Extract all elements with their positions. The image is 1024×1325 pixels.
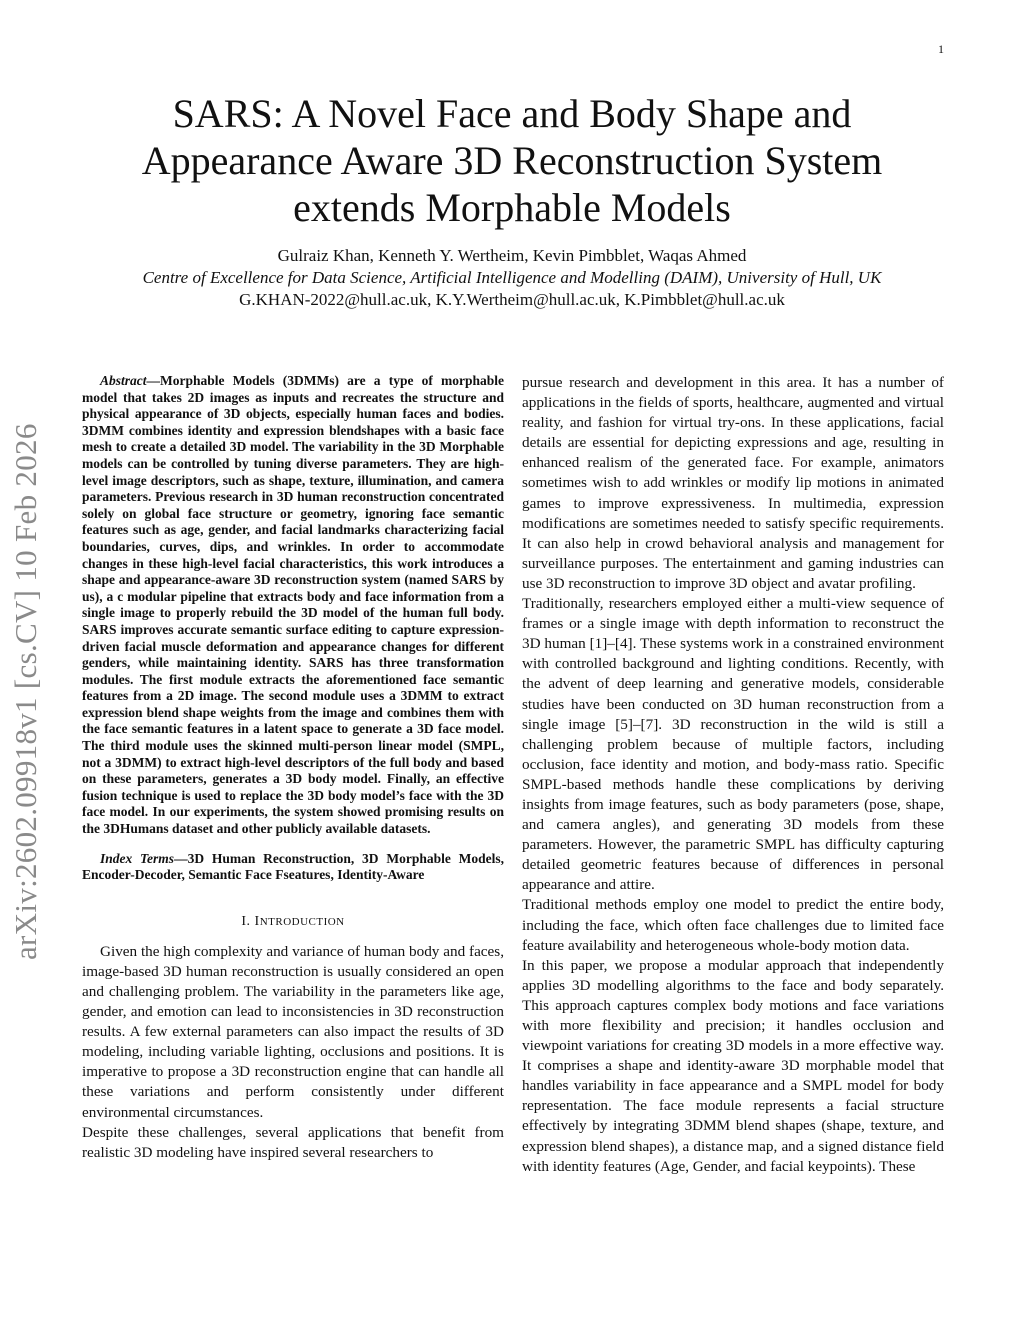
index-terms	[82, 851, 504, 884]
body-paragraph: Traditionally, researchers employed either a multi-view sequence of frames or a single image with depth information to reconstruct the 3D human [1]–[4]. These systems work in a constrained environment with controlled background and lighting conditions. Recently, with the advent of deep learning and generative models, considerable studies have been conducted on 3D human reconstruction from a single image [5]–[7]. 3D reconstruction in the wild is still a challenging problem because of multiple factors, including occlusion, face identity and motion, and body-mass ratio. Specific SMPL-based methods handle these complications by deriving insights from image features, such as body parameters (pose, shape, and camera angles), and generating 3D models from these parameters. However, the parametric SMPL has difficulty capturing detailed geometric features because of differences in personal appearance and attire.	[522, 595, 944, 894]
abstract-label: Abstract	[100, 373, 147, 388]
author-list: Gulraiz Khan, Kenneth Y. Wertheim, Kevin Pimbblet, Waqas Ahmed	[277, 246, 747, 265]
right-column	[522, 373, 944, 1177]
abstract-text: —Morphable Models (3DMMs) are a type of morphable model that takes 2D images as inputs and recreates the structure and physical appearance of 3D objects, especially human faces and bodies. 3DMM combines identity and expression blendshapes with a basic face mesh to create a detailed 3D model. The variability in the 3D Morphable models can be controlled by tuning diverse parameters. They are high-level image descriptors, such as shape, texture, illumination, and camera parameters. Previous research in 3D human reconstruction concentrated solely on global face structure or geometry, ignoring face semantic features such as age, gender, and facial landmarks characterizing facial boundaries, curves, dips, and wrinkles. In order to accommodate changes in these high-level facial characteristics, this work introduces a shape and appearance-aware 3D reconstruction system (named SARS by us), a c modular pipeline that extracts body and face information from a single image to properly rebuild the 3D model of the human full body. SARS improves accurate semantic surface editing to capture expression-driven facial muscle deformation and appearance changes for different genders, while maintaining identity. SARS has three transformation modules. The first module extracts the aforementioned face semantic features from a 2D image. The second module uses a 3DMM to extract expression blend shape weights from the image and combines them with the face semantic features in a latent space to generate a 3D face model. The third module uses the skinned multi-person linear model (SMPL, not a 3DMM) to extract high-level descriptors of the full body and based on these parameters, generates a 3D body model. Finally, an effective fusion technique is used to replace the 3D body model’s face with the 3D face model. In our experiments, the system showed promising results on the 3DHumans dataset and other publicly available datasets.	[82, 373, 504, 837]
index-terms-label: Index Terms	[100, 850, 175, 866]
affiliation: Centre of Excellence for Data Science, Artificial Intelligence and Modelling (DAIM), University of Hull, UK	[142, 268, 882, 287]
page-number: 1	[938, 42, 944, 56]
author-emails: G.KHAN-2022@hull.ac.uk, K.Y.Wertheim@hull.ac.uk, K.Pimbblet@hull.ac.uk	[239, 290, 785, 309]
intro-paragraph: Despite these challenges, several applications that benefit from realistic 3D modeling have inspired several researchers to	[82, 1123, 504, 1161]
body-paragraph: In this paper, we propose a modular approach that independently applies 3D modelling algorithms to the face and body separately. This approach captures complex body motions and face variations with more flexibility and precision; it handles occlusion and viewpoint variations for creating 3D models in a more effective way. It comprises a shape and identity-aware 3D morphable model that handles variability in face appearance and a SMPL model for body representation. The face module represents a facial structure effectively by integrating 3DMM blend shapes (shape, texture, and expression blend shapes), a distance map, and a signed distance field with identity features (Age, Gender, and facial keypoints). These	[522, 956, 944, 1175]
paper-title: SARS: A Novel Face and Body Shape and Appearance Aware 3D Reconstruction System extends Morphable Models	[141, 91, 883, 230]
title-block	[80, 90, 944, 311]
body-paragraph: pursue research and development in this area. It has a number of applications in the fields of sports, healthcare, augmented and virtual reality, and fashion for virtual try-ons. In these applications, facial details are essential for depicting expressions and age, resulting in enhanced realism of the generated face. For example, animators sometimes wish to add wrinkles or modify lip motions in animated games to improve expressiveness. In multimedia, expression modifications are sometimes needed to satisfy specific requirements. It can also help in crowd behavioral analysis and management for surveillance purposes. The entertainment and gaming industries can use 3D reconstruction to improve 3D object and avatar profiling.	[522, 374, 944, 592]
abstract	[82, 373, 504, 838]
intro-paragraph: Given the high complexity and variance of human body and faces, image-based 3D human reconstruction is usually considered an open and challenging problem. The variability in the parameters like age, gender, and emotion can lead to inconsistencies in 3D reconstruction results. A few external parameters can also impact the results of 3D modeling, including variable lighting, occlusions and positions. It is imperative to propose a 3D reconstruction engine that can handle all these variations and perform consistently under different environmental circumstances.	[82, 942, 504, 1121]
left-column	[82, 373, 504, 1163]
section-heading-introduction: I. INTRODUCTION	[241, 913, 345, 929]
body-paragraph: Traditional methods employ one model to predict the entire body, including the face, which often face challenges due to limited face feature availability and heterogeneous whole-body motion data.	[522, 896, 944, 954]
arxiv-identifier-stamp: arXiv:2602.09918v1 [cs.CV] 10 Feb 2026	[8, 423, 43, 960]
index-terms-text: —3D Human Reconstruction, 3D Morphable Models, Encoder-Decoder, Semantic Face Fseatures, Identity-Aware	[82, 850, 505, 883]
